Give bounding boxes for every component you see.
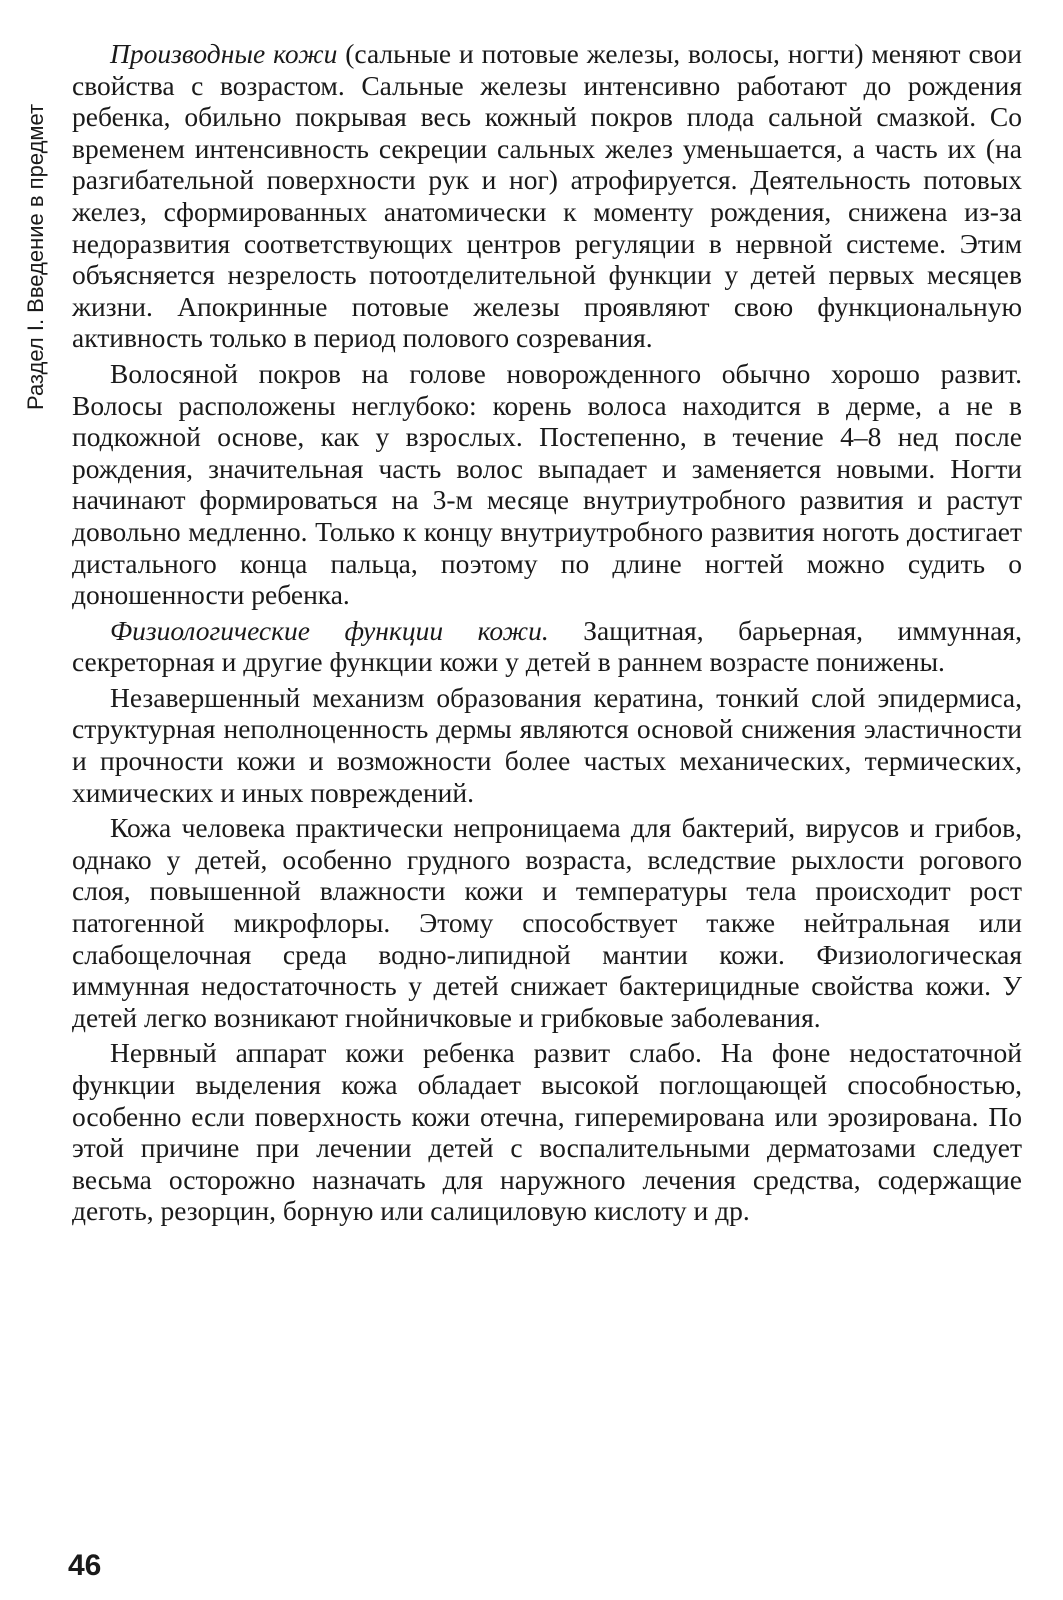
paragraph-keratin — [72, 682, 1022, 808]
paragraph-hair-nails — [72, 358, 1022, 611]
paragraph-text: (сальные и потовые железы, волосы, ногти) меняют свои свойства с возрастом. Сальные железы интенсивно работают до рождения ребенка, обильно покрывая весь кожный покров плода сальной смазкой. Со временем интенсивность секреции сальных желез уменьшается, а часть их (на разгибательной поверхности рук и ног) атрофируется. Деятельность потовых желез, сформированных анатомически к моменту рождения, снижена из-за недоразвития соответствующих центров регуляции в нервной системе. Этим объясняется незрелость потоотделительной функции у детей первых месяцев жизни. Апокринные потовые железы проявляют свою функциональную активность только в период полового созревания. — [72, 38, 1022, 354]
body-text — [72, 38, 1022, 1231]
section-running-head: Раздел I. Введение в предмет — [23, 103, 48, 410]
paragraph-text: Защитная, барьерная, иммунная, секреторная и другие функции кожи у детей в раннем возрасте понижены. — [72, 614, 1022, 678]
paragraph-text: Незавершенный механизм образования кератина, тонкий слой эпидермиса, структурная неполноценность дермы являются основой снижения эластичности и прочности кожи и возможности более частых механических, термических, химических и иных повреждений. — [72, 681, 1022, 808]
paragraph-text: Волосяной покров на голове новорожденного обычно хорошо развит. Волосы расположены неглубоко: корень волоса находится в дерме, а не в подкожной основе, как у взрослых. Постепенно, в течение 4–8 нед после рождения, значительная часть волос выпадает и заменяется новыми. Ногти начинают формироваться на 3-м месяце внутриутробного развития и растут довольно медленно. Только к концу внутриутробного развития ноготь достигает дистального конца пальца, поэтому по длине ногтей можно судить о доношенности ребенка. — [72, 357, 1022, 611]
paragraph-physiological-functions — [72, 615, 1022, 678]
paragraph-lead: Физиологические функции кожи. — [110, 614, 549, 646]
paragraph-nervous-apparatus — [72, 1037, 1022, 1227]
paragraph-lead: Производные кожи — [110, 38, 338, 69]
page-number: 46 — [68, 1549, 102, 1582]
paragraph-text: Нервный аппарат кожи ребенка развит слабо. На фоне недостаточной функции выделения кожа обладает высокой поглощающей способностью, особенно если поверхность кожи отечна, гиперемирована или эрозирована. По этой причине при лечении детей с воспалительными дерматозами следует весьма осторожно назначать для наружного лечения средства, содержащие деготь, резорцин, борную или салициловую кислоту и др. — [72, 1037, 1022, 1227]
paragraph-text: Кожа человека практически непроницаема для бактерий, вирусов и грибов, однако у детей, особенно грудного возраста, вследствие рыхлости рогового слоя, повышенной влажности кожи и температуры тела происходит рост патогенной микрофлоры. Этому способствует также нейтральная или слабощелочная среда водно-липидной мантии кожи. Физиологическая иммунная недостаточность у детей снижает бактерицидные свойства кожи. У детей легко возникают гнойничковые и грибковые заболевания. — [72, 812, 1022, 1033]
paragraph-skin-derivatives — [72, 38, 1022, 354]
paragraph-permeability — [72, 812, 1022, 1033]
